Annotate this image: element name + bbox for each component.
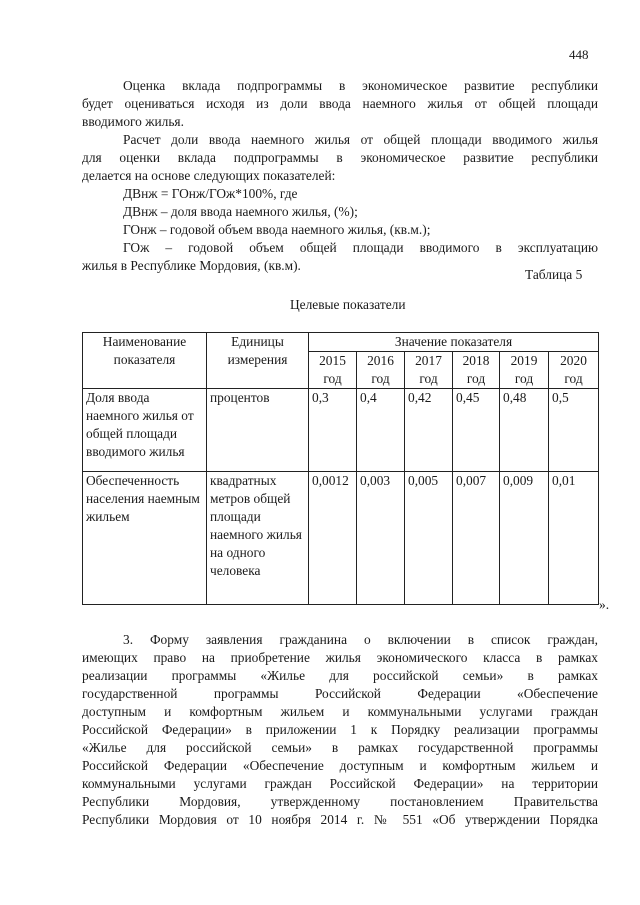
paragraph-line: делается на основе следующих показателей: [82,168,336,183]
header-year: 2019 год [500,352,549,389]
table-title: Целевые показатели [290,297,406,312]
target-indicators-table [82,332,599,605]
value-cell: 0,4 [357,389,405,472]
paragraph-line: вводимого жилья. [82,114,184,129]
paragraph-line: имеющих право на приобретение жилья экономического класса в рамках [82,650,598,665]
value-cell: 0,005 [405,472,453,605]
value-cell: 0,003 [357,472,405,605]
table-caption: Таблица 5 [525,267,583,282]
value-cell: 0,45 [453,389,500,472]
table-row [83,472,599,605]
value-cell: 0,3 [309,389,357,472]
unit-cell: процентов [207,389,309,472]
indicator-name-cell: Доля ввода наемного жилья от общей площади вводимого жилья [83,389,207,472]
value-cell: 0,007 [453,472,500,605]
header-unit: Единицы измерения [207,333,309,389]
paragraph-line: государственной программы Российской Федерации «Обеспечение [82,686,598,701]
header-year: 2015 год [309,352,357,389]
value-cell: 0,48 [500,389,549,472]
header-year: 2017 год [405,352,453,389]
paragraph-line: «Жилье для российской семьи» в рамках государственной программы [82,740,598,755]
paragraph-line: Оценка вклада подпрограммы в экономическое развитие республики [123,78,598,93]
paragraph-line: Расчет доли ввода наемного жилья от общей площади вводимого жилья [123,132,598,147]
value-cell: 0,42 [405,389,453,472]
closing-quote: ». [599,597,610,612]
header-indicator-name: Наименование показателя [83,333,207,389]
header-indicator-value: Значение показателя [309,333,599,352]
indicator-name-cell: Обеспеченность населения наемным жильем [83,472,207,605]
paragraph-line: Российской Федерации» в приложении 1 к Порядку реализации программы [82,722,598,737]
definition-line: ГОнж – годовой объем ввода наемного жилья, (кв.м.); [123,222,431,237]
paragraph-line: реализации программы «Жилье для российской семьи» в рамках [82,668,598,683]
definition-line: жилья в Республике Мордовия, (кв.м). [82,258,301,273]
paragraph-line: Российской Федерации «Обеспечение доступным и комфортным жильем и [82,758,598,773]
value-cell: 0,0012 [309,472,357,605]
paragraph-line: коммунальными услугами граждан Российской Федерации» на территории [82,776,598,791]
value-cell: 0,5 [549,389,599,472]
paragraph-line: будет оцениваться исходя из доли ввода наемного жилья от общей площади [82,96,598,111]
table-row [83,389,599,472]
paragraph-line: 3. Форму заявления гражданина о включении в список граждан, [123,632,598,647]
definition-line: ДВнж – доля ввода наемного жилья, (%); [123,204,358,219]
value-cell: 0,009 [500,472,549,605]
unit-cell: квадратных метров общей площади наемного жилья на одного человека [207,472,309,605]
header-year: 2016 год [357,352,405,389]
definition-line: ГОж – годовой объем общей площади вводимого в эксплуатацию [123,240,598,255]
paragraph-line: Республики Мордовия, утвержденному постановлением Правительства [82,794,598,809]
header-year: 2020 год [549,352,599,389]
paragraph-line: Республики Мордовия от 10 ноября 2014 г. № 551 «Об утверждении Порядка [82,812,598,827]
header-year: 2018 год [453,352,500,389]
paragraph-line: для оценки вклада подпрограммы в экономическое развитие республики [82,150,598,165]
value-cell: 0,01 [549,472,599,605]
paragraph-line: доступным и комфортным жильем и коммунальными услугами граждан [82,704,598,719]
page-number: 448 [569,47,589,62]
formula-line: ДВнж = ГОнж/ГОж*100%, где [123,186,298,201]
